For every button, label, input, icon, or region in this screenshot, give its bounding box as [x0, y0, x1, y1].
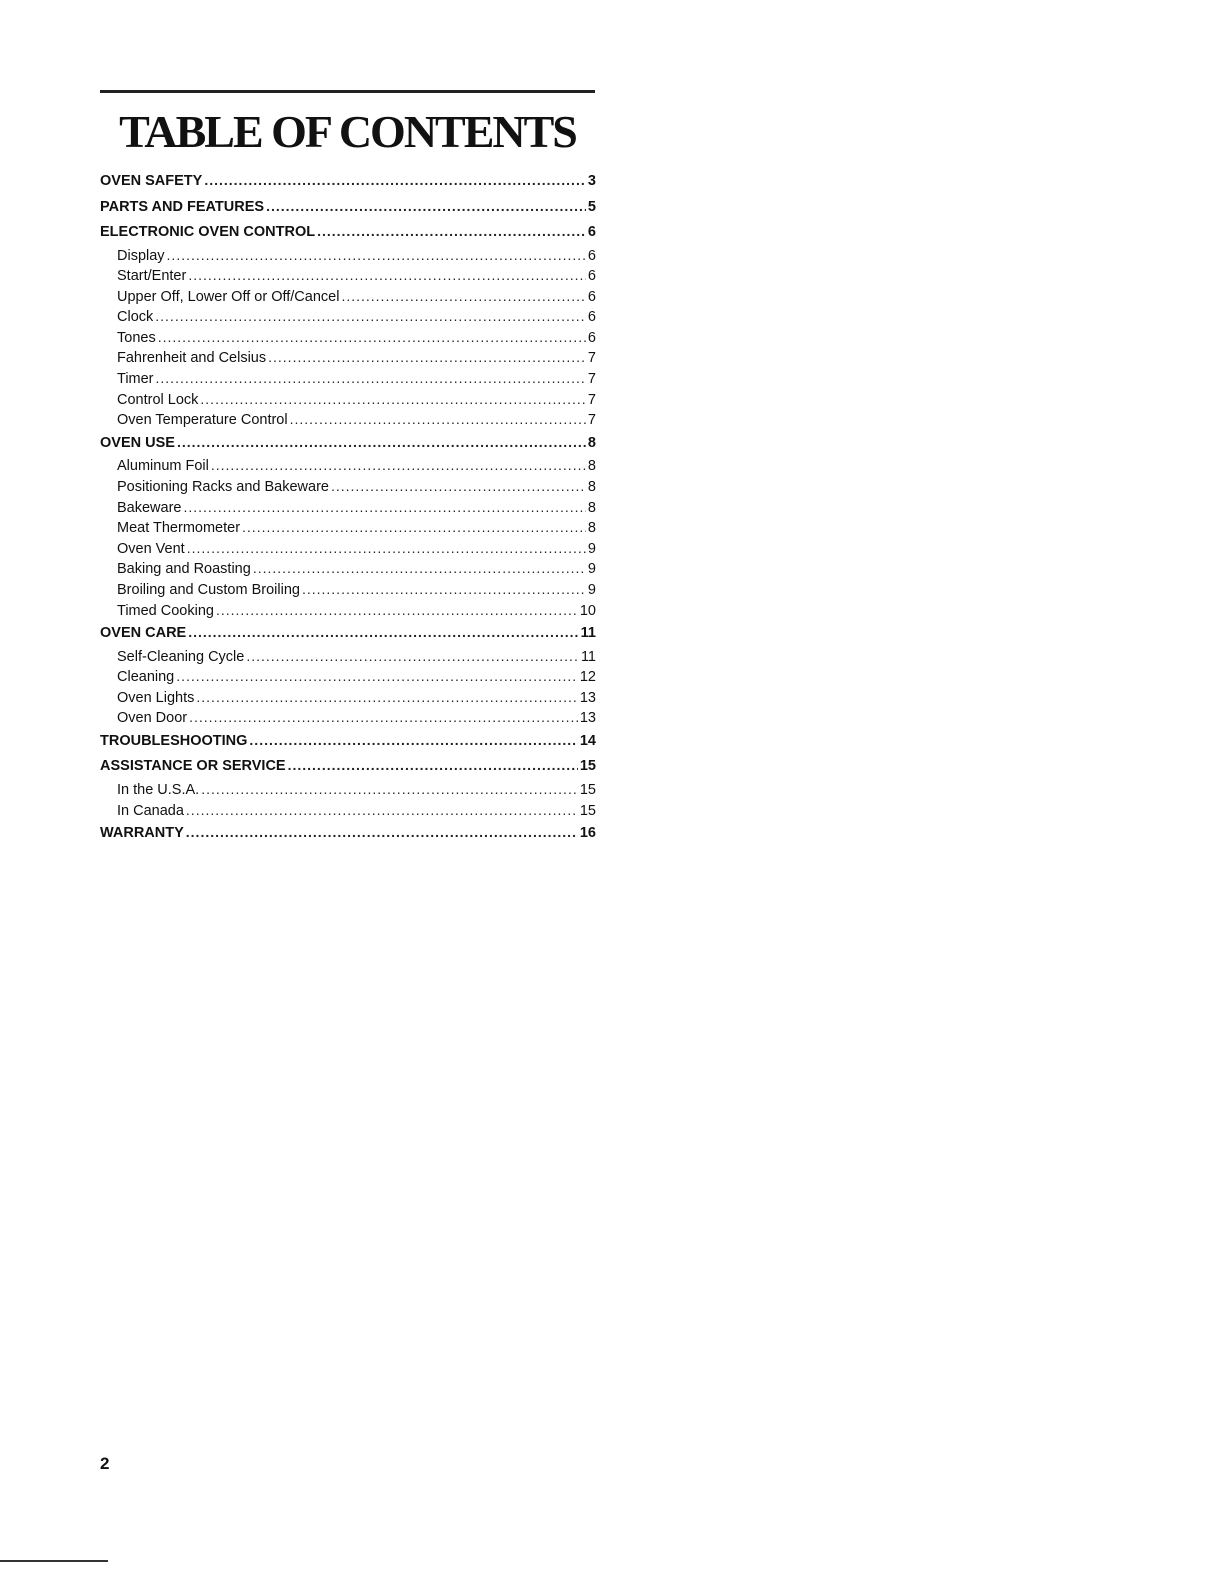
- dot-leader: [158, 327, 586, 348]
- dot-leader: [216, 600, 578, 621]
- toc-entry-label: Control Lock: [117, 391, 199, 408]
- toc-page-number: 8: [587, 499, 596, 516]
- toc-page-number: 6: [587, 224, 596, 240]
- toc-entry-cleaning[interactable]: [100, 666, 596, 687]
- toc-page-number: 5: [587, 198, 596, 215]
- toc-entry-label: Bakeware: [117, 499, 182, 516]
- toc-entry-label: Positioning Racks and Bakeware: [117, 478, 329, 495]
- toc-entry-label: Oven Vent: [117, 540, 185, 557]
- dot-leader: [211, 455, 586, 476]
- toc-section-oven-care[interactable]: [100, 620, 596, 646]
- toc-page-number: 15: [579, 802, 596, 819]
- dot-leader: [186, 820, 578, 846]
- dot-leader: [176, 666, 578, 687]
- toc-page-number: 13: [579, 689, 596, 706]
- dot-leader: [188, 620, 578, 646]
- toc-page-number: 11: [580, 648, 596, 665]
- toc-section-label: PARTS AND FEATURES: [100, 198, 265, 215]
- dot-leader: [246, 646, 579, 667]
- dot-leader: [290, 409, 586, 430]
- page-number: 2: [100, 1454, 110, 1473]
- toc-page-number: 9: [587, 540, 596, 557]
- toc-page-number: 6: [587, 288, 596, 305]
- toc-page-number: 14: [579, 732, 596, 749]
- dot-leader: [177, 430, 586, 456]
- toc-section-troubleshooting[interactable]: [100, 728, 596, 754]
- toc-entry-upper-off[interactable]: [100, 286, 596, 307]
- dot-leader: [187, 538, 586, 559]
- toc-section-oven-use[interactable]: [100, 430, 596, 456]
- toc-entry-label: Timer: [117, 371, 154, 388]
- toc-entry-label: Oven Temperature Control: [117, 412, 288, 429]
- toc-page-number: 6: [587, 329, 596, 346]
- table-of-contents: [100, 168, 596, 846]
- toc-section-electronic-oven-control[interactable]: [100, 219, 596, 245]
- toc-page-number: 15: [579, 781, 596, 798]
- dot-leader: [183, 497, 585, 518]
- toc-page-number: 15: [579, 758, 596, 775]
- dot-leader: [167, 245, 586, 266]
- toc-section-label: ASSISTANCE OR SERVICE: [100, 758, 286, 775]
- toc-section-label: TROUBLESHOOTING: [100, 732, 248, 749]
- toc-entry-oven-lights[interactable]: [100, 687, 596, 708]
- toc-entry-label: Timed Cooking: [117, 602, 214, 619]
- dot-leader: [189, 707, 578, 728]
- toc-entry-label: Aluminum Foil: [117, 458, 209, 475]
- dot-leader: [341, 286, 585, 307]
- toc-entry-positioning-racks[interactable]: [100, 476, 596, 497]
- dot-leader: [242, 517, 586, 538]
- toc-entry-aluminum-foil[interactable]: [100, 455, 596, 476]
- toc-entry-label: Clock: [117, 309, 154, 326]
- toc-entry-label: Broiling and Custom Broiling: [117, 581, 300, 598]
- toc-entry-start-enter[interactable]: [100, 265, 596, 286]
- toc-entry-label: Fahrenheit and Celsius: [117, 350, 267, 367]
- toc-page-number: 8: [587, 478, 596, 495]
- toc-section-label: OVEN USE: [100, 434, 175, 451]
- toc-page-number: 8: [587, 434, 596, 451]
- toc-entry-timed-cooking[interactable]: [100, 600, 596, 621]
- toc-page-number: 16: [579, 825, 596, 842]
- toc-entry-label: Baking and Roasting: [117, 561, 251, 578]
- dot-leader: [200, 389, 586, 410]
- toc-page-number: 8: [587, 458, 596, 475]
- toc-entry-label: Meat Thermometer: [117, 520, 241, 537]
- toc-entry-display[interactable]: [100, 245, 596, 266]
- dot-leader: [204, 168, 586, 194]
- toc-entry-usa[interactable]: [100, 779, 596, 800]
- toc-entry-label: In the U.S.A.: [117, 781, 200, 798]
- toc-section-assistance[interactable]: [100, 753, 596, 779]
- dot-leader: [288, 753, 578, 779]
- page-title: TABLE OF CONTENTS: [119, 106, 576, 157]
- toc-section-warranty[interactable]: [100, 820, 596, 846]
- toc-page-number: 12: [579, 669, 596, 686]
- toc-entry-meat-thermometer[interactable]: [100, 517, 596, 538]
- toc-page-number: 13: [579, 710, 596, 727]
- toc-page-number: 7: [587, 371, 596, 388]
- toc-page-number: 10: [579, 602, 596, 619]
- toc-page-number: 9: [587, 581, 596, 598]
- toc-entry-clock[interactable]: [100, 306, 596, 327]
- dot-leader: [201, 779, 578, 800]
- toc-entry-control-lock[interactable]: [100, 389, 596, 410]
- dot-leader: [186, 800, 578, 821]
- toc-entry-label: Display: [117, 247, 165, 264]
- toc-page-number: 9: [587, 561, 596, 578]
- dot-leader: [302, 579, 586, 600]
- dot-leader: [249, 728, 577, 754]
- dot-leader: [156, 368, 586, 389]
- toc-section-parts-features[interactable]: [100, 194, 596, 220]
- toc-section-label: ELECTRONIC OVEN CONTROL: [100, 224, 316, 240]
- toc-entry-label: Start/Enter: [117, 268, 187, 285]
- toc-entry-self-cleaning[interactable]: [100, 646, 596, 667]
- toc-entry-label: Upper Off, Lower Off or Off/Cancel: [117, 288, 340, 305]
- toc-entry-bakeware[interactable]: [100, 497, 596, 518]
- toc-page-number: 7: [587, 350, 596, 367]
- toc-entry-label: Cleaning: [117, 669, 175, 686]
- toc-entry-oven-vent[interactable]: [100, 538, 596, 559]
- toc-section-label: OVEN CARE: [100, 625, 187, 642]
- toc-entry-canada[interactable]: [100, 800, 596, 821]
- dot-leader: [155, 306, 586, 327]
- toc-section-label: WARRANTY: [100, 825, 184, 842]
- bottom-rule: [0, 1560, 108, 1562]
- toc-entry-label: In Canada: [117, 802, 184, 819]
- dot-leader: [268, 347, 586, 368]
- toc-entry-label: Self-Cleaning Cycle: [117, 648, 245, 665]
- toc-entry-label: Tones: [117, 329, 156, 346]
- toc-entry-fahrenheit-celsius[interactable]: [100, 347, 596, 368]
- toc-page-number: 6: [587, 268, 596, 285]
- dot-leader: [317, 219, 586, 245]
- toc-entry-label: Oven Door: [117, 710, 188, 727]
- toc-page-number: 8: [587, 520, 596, 537]
- toc-page-number: 6: [587, 247, 596, 264]
- dot-leader: [253, 558, 586, 579]
- top-rule: [100, 90, 595, 93]
- toc-entry-tones[interactable]: [100, 327, 596, 348]
- toc-entry-oven-temperature-control[interactable]: [100, 409, 596, 430]
- toc-page-number: 6: [587, 309, 596, 326]
- dot-leader: [331, 476, 586, 497]
- dot-leader: [196, 687, 577, 708]
- toc-page-number: 7: [587, 391, 596, 408]
- toc-entry-broiling[interactable]: [100, 579, 596, 600]
- toc-entry-timer[interactable]: [100, 368, 596, 389]
- toc-page-number: 11: [580, 625, 596, 642]
- toc-entry-label: Oven Lights: [117, 689, 195, 706]
- toc-section-label: OVEN SAFETY: [100, 173, 203, 189]
- toc-entry-oven-door[interactable]: [100, 707, 596, 728]
- toc-page-number: 7: [587, 412, 596, 429]
- toc-page-number: 3: [587, 173, 596, 189]
- dot-leader: [266, 194, 586, 220]
- toc-section-oven-safety[interactable]: [100, 168, 596, 194]
- dot-leader: [188, 265, 586, 286]
- toc-entry-baking-roasting[interactable]: [100, 558, 596, 579]
